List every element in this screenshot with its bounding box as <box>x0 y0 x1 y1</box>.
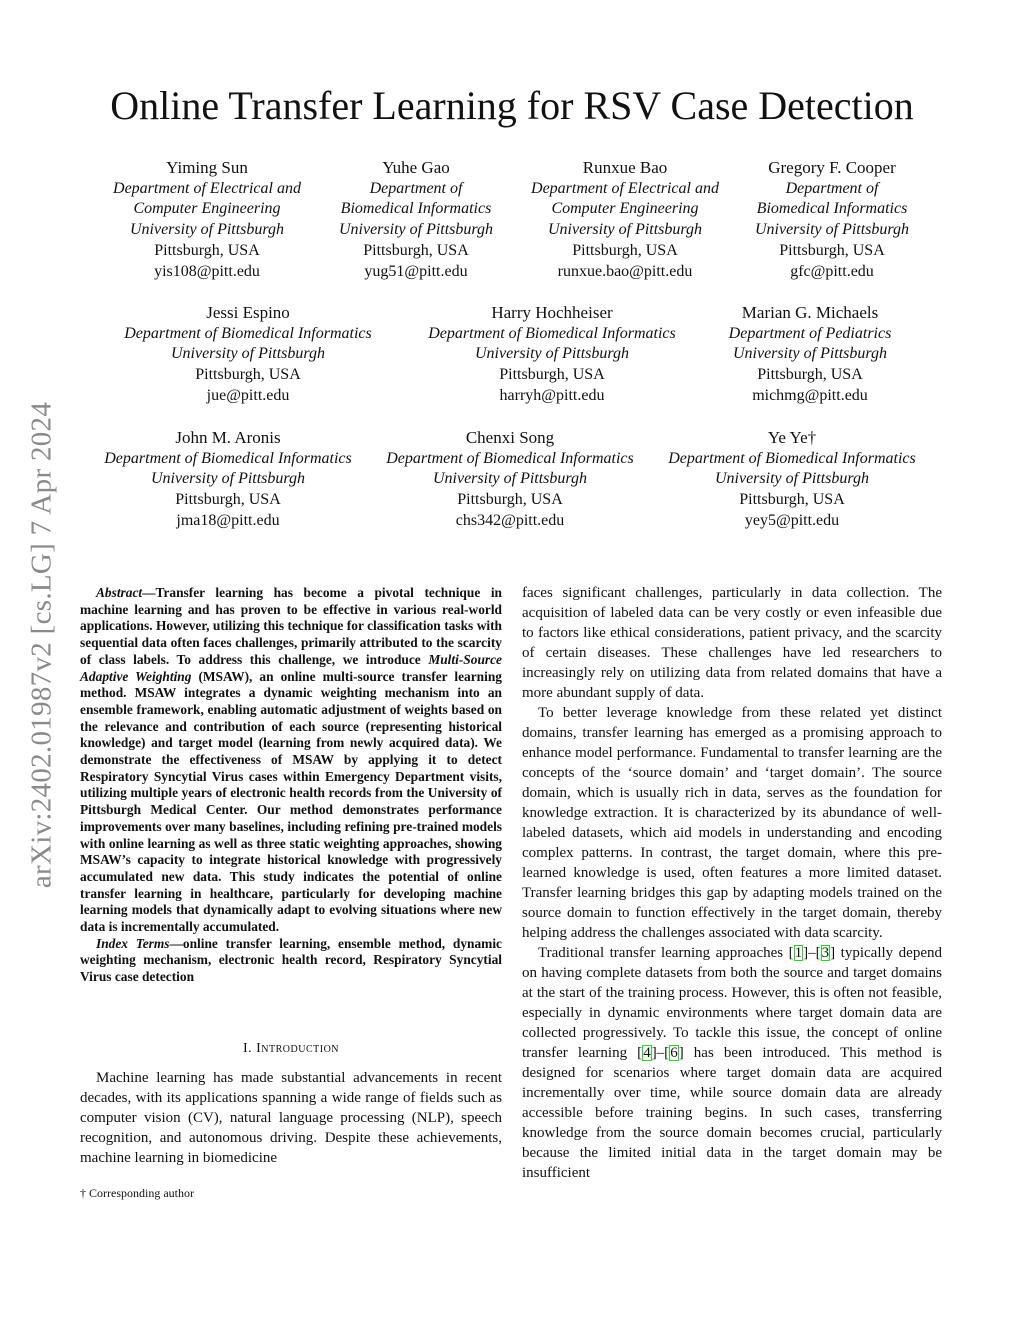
author-affiliation: Department of Biomedical Informatics <box>104 449 352 467</box>
author-name: Ye Ye† <box>767 428 817 447</box>
author-name: Yiming Sun <box>166 158 248 177</box>
text: Machine learning has made substantial advancements in recent decades, with its applications spanning a wide range of fields such as computer vision (CV), natural language processing (NLP), speech recognition, and autonomous driving. Despite these achievements, machine learning in biomedicine <box>80 1070 502 1166</box>
author-email[interactable]: harryh@pitt.edu <box>499 386 605 404</box>
author-name: Chenxi Song <box>465 428 555 447</box>
author-affiliation: University of Pittsburgh <box>732 345 888 363</box>
author-affiliation: Department of Electrical and <box>113 179 301 197</box>
author-name: Jessi Espino <box>206 303 290 322</box>
text: ]–[ <box>651 1045 670 1061</box>
abstract <box>80 585 502 986</box>
arxiv-identifier[interactable]: arXiv:2402.01987v2 [cs.LG] 7 Apr 2024 <box>25 401 58 889</box>
author <box>665 303 955 407</box>
author-affiliation: University of Pittsburgh <box>714 470 870 488</box>
citation-link[interactable]: 1 <box>794 945 803 961</box>
text: To better leverage knowledge from these related yet distinct domains, transfer learning has emerged as a promising approach to enhance model performance. Fundamental to transfer learning are the concepts of the ‘source domain’ and ‘target domain’. The source domain, which is usually rich in data, serves as the foundation for knowledge extraction. It is characterized by its abundance of well-labeled datasets, which aid models in understanding and encoding complex patterns. In contrast, the target domain, where this pre-learned knowledge is used, often features a more limited dataset. Transfer learning bridges this gap by adapting models trained on the source domain to function effectively in the target domain, thereby helping address the challenges associated with data scarcity. <box>522 705 942 941</box>
author-affiliation: University of Pittsburgh <box>474 345 630 363</box>
paragraph <box>522 703 942 943</box>
author-affiliation: Computer Engineering <box>551 200 699 218</box>
author-location: Pittsburgh, USA <box>154 241 260 259</box>
italic-text: Abstract <box>96 585 143 600</box>
italic-text: Index Terms <box>96 935 170 951</box>
author-location: Pittsburgh, USA <box>757 366 863 384</box>
italic-text: Multi-Source Adaptive Weighting <box>80 651 502 684</box>
author-affiliation: Computer Engineering <box>133 200 281 218</box>
author-affiliation: Department of <box>785 179 879 197</box>
author <box>83 428 373 532</box>
author-name: John M. Aronis <box>175 428 281 447</box>
author-name: Yuhe Gao <box>382 158 450 177</box>
paragraph <box>522 583 942 703</box>
text: (MSAW), an online multi-source transfer learning method. MSAW integrates a dynamic weighting mechanism into an ensemble framework, enabling automatic adjustment of weights based on the relevance and contribution of each source (representing historical knowledge) and target model (learning from newly acquired data). We demonstrate the effectiveness of MSAW by applying it to detect Respiratory Syncytial Virus cases within Emergency Department visits, utilizing multiple years of electronic health records from the University of Pittsburgh Medical Center. Our method demonstrates performance improvements over many baselines, including refining pre-trained models with online learning as well as three static weighting approaches, showing MSAW’s capacity to integrate historical knowledge with progressively accumulated new data. This study indicates the potential of online transfer learning in healthcare, particularly for developing machine learning models that dynamically adapt to evolving situations where new data is incrementally accumulated. <box>80 668 502 935</box>
text: —online transfer learning, ensemble method, dynamic weighting mechanism, electronic health record, Respiratory Syncytial Virus case detection <box>80 935 502 985</box>
author-location: Pittsburgh, USA <box>779 241 885 259</box>
author-email[interactable]: michmg@pitt.edu <box>752 386 868 404</box>
author-affiliation: Department of Pediatrics <box>728 324 892 342</box>
index-terms <box>80 936 502 986</box>
author-affiliation: Department of Biomedical Informatics <box>668 449 916 467</box>
author-email[interactable]: yey5@pitt.edu <box>744 511 840 529</box>
author-affiliation: Biomedical Informatics <box>340 200 492 218</box>
section-heading: I. Introduction <box>242 1041 340 1056</box>
author-location: Pittsburgh, USA <box>175 491 281 509</box>
text: —Transfer learning has become a pivotal technique in machine learning and has proven to be effective in various real-world applications. However, utilizing this technique for classification tasks with sequential data often faces challenges, primarily attributed to the scarcity of class labels. To address this challenge, we introduce <box>80 585 502 667</box>
author-affiliation: University of Pittsburgh <box>754 221 910 239</box>
author-email[interactable]: yis108@pitt.edu <box>154 262 260 280</box>
author-affiliation: University of Pittsburgh <box>338 221 494 239</box>
author <box>687 158 977 282</box>
footnote: † Corresponding author <box>80 1186 194 1200</box>
author-affiliation: Department of Biomedical Informatics <box>386 449 634 467</box>
author-affiliation: Biomedical Informatics <box>756 200 908 218</box>
abstract-text <box>80 585 502 936</box>
text: ]–[ <box>803 945 821 961</box>
author-email[interactable]: jma18@pitt.edu <box>176 511 280 529</box>
author-location: Pittsburgh, USA <box>457 491 563 509</box>
author-name: Harry Hochheiser <box>491 303 613 322</box>
citation-link[interactable]: 3 <box>821 945 830 961</box>
author-email[interactable]: yug51@pitt.edu <box>364 262 468 280</box>
text: ] has been introduced. This method is designed for scenarios where target domain data are acquired incrementally over time, while source domain data are already accessible before training begins. In such cases, transferring knowledge from the source domain becomes crucial, particularly because the limited initial data in the target domain may be insufficient <box>522 1045 942 1181</box>
citation-link[interactable]: 4 <box>643 1045 651 1061</box>
text: ] typically depend on having complete datasets from both the source and target domains at the start of the training process. However, this is often not feasible, especially in dynamic environments where target domain data are collected progressively. To tackle this issue, the concept of online transfer learning [ <box>522 945 942 1061</box>
author-email[interactable]: gfc@pitt.edu <box>790 262 874 280</box>
author-affiliation: Department of Electrical and <box>531 179 719 197</box>
author-email[interactable]: chs342@pitt.edu <box>455 511 565 529</box>
author-affiliation: University of Pittsburgh <box>129 221 285 239</box>
author-affiliation: Department of Biomedical Informatics <box>124 324 372 342</box>
text: faces significant challenges, particularly in data collection. The acquisition of labeled data can be very costly or even infeasible due to factors like ethical considerations, patient privacy, and the scarcity of certain diseases. These challenges have led researchers to increasingly rely on utilizing data from related domains that have a more abundant supply of data. <box>522 585 942 701</box>
author-affiliation: Department of <box>369 179 463 197</box>
author-email[interactable]: jue@pitt.edu <box>206 386 290 404</box>
right-column <box>522 583 942 1183</box>
intro-left-column <box>80 1068 502 1168</box>
author-email[interactable]: runxue.bao@pitt.edu <box>557 262 693 280</box>
author <box>407 303 697 407</box>
author-affiliation: University of Pittsburgh <box>150 470 306 488</box>
author-location: Pittsburgh, USA <box>499 366 605 384</box>
paragraph <box>80 1068 502 1168</box>
author-name: Marian G. Michaels <box>741 303 879 322</box>
author <box>647 428 937 532</box>
author-location: Pittsburgh, USA <box>363 241 469 259</box>
author-affiliation: University of Pittsburgh <box>547 221 703 239</box>
author-location: Pittsburgh, USA <box>195 366 301 384</box>
author <box>103 303 393 407</box>
paragraph <box>522 943 942 1183</box>
author-name: Runxue Bao <box>582 158 668 177</box>
author-affiliation: University of Pittsburgh <box>170 345 326 363</box>
author-name: Gregory F. Cooper <box>768 158 896 177</box>
author-affiliation: University of Pittsburgh <box>432 470 588 488</box>
text: Traditional transfer learning approaches [ <box>538 945 794 961</box>
citation-link[interactable]: 6 <box>670 1045 678 1061</box>
author <box>365 428 655 532</box>
author-location: Pittsburgh, USA <box>572 241 678 259</box>
author-affiliation: Department of Biomedical Informatics <box>428 324 676 342</box>
paper-title: Online Transfer Learning for RSV Case Detection <box>110 83 914 128</box>
author-location: Pittsburgh, USA <box>739 491 845 509</box>
